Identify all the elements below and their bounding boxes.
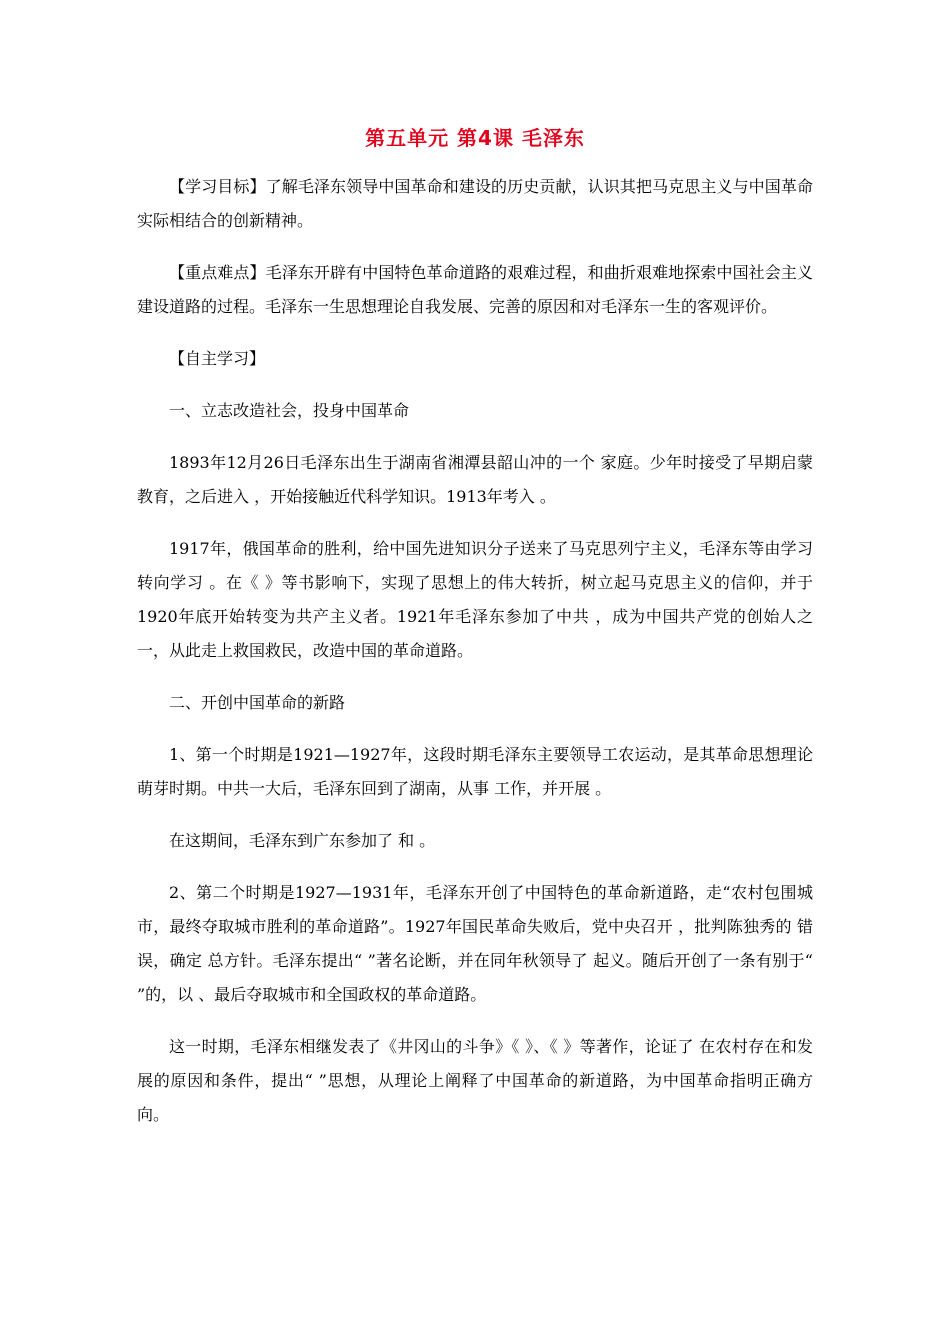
paragraph-period-1: 1、第一个时期是1921—1927年，这段时期毛泽东主要领导工农运动，是其革命思想理论萌芽时期。中共一大后，毛泽东回到了湖南，从事 工作，并开展 。 (137, 745, 813, 798)
paragraph-1917: 1917年，俄国革命的胜利，给中国先进知识分子送来了马克思列宁主义，毛泽东等由学习 转向学习 。在《 》等书影响下，实现了思想上的伟大转折，树立起马克思主义的信仰，并于1920年底开始转变为共产主义者。1921年毛泽东参加了中共 ，成为中国共产党的创始人之一，从此走上救国救民，改造中国的革命道路。 (137, 539, 813, 660)
paragraph-period-2: 2、第二个时期是1927—1931年，毛泽东开创了中国特色的革命新道路，走“农村包围城市，最终夺取城市胜利的革命道路”。1927年国民革命失败后，党中央召开 ，批判陈独秀的 错误，确定 总方针。毛泽东提出“ ”著名论断，并在同年秋领导了 起义。随后开创了一条有别于“ ”的，以 、最后夺取城市和全国政权的革命道路。 (137, 883, 813, 1004)
section-heading-1: 一、立志改造社会，投身中国革命 (169, 401, 410, 420)
document-title: 第五单元 第4课 毛泽东 (365, 126, 585, 150)
paragraph-birth: 1893年12月26日毛泽东出生于湖南省湘潭县韶山冲的一个 家庭。少年时接受了早期启蒙教育，之后进入 ，开始接触近代科学知识。1913年考入 。 (137, 453, 813, 506)
self-study-heading: 【自主学习】 (169, 349, 266, 368)
paragraph-writings: 这一时期，毛泽东相继发表了《井冈山的斗争》《 》、《 》等著作，论证了 在农村存在和发展的原因和条件，提出“ ”思想，从理论上阐释了中国革命的新道路，为中国革命指明正确方向。 (137, 1037, 813, 1124)
section-heading-2: 二、开创中国革命的新路 (169, 693, 346, 712)
learning-objective-paragraph: 【学习目标】了解毛泽东领导中国革命和建设的历史贡献，认识其把马克思主义与中国革命实际相结合的创新精神。 (137, 177, 813, 230)
key-difficulty-paragraph: 【重点难点】毛泽东开辟有中国特色革命道路的艰难过程，和曲折艰难地探索中国社会主义建设道路的过程。毛泽东一生思想理论自我发展、完善的原因和对毛泽东一生的客观评价。 (137, 263, 813, 316)
document-body (137, 170, 813, 1150)
paragraph-guangdong: 在这期间，毛泽东到广东参加了 和 。 (169, 831, 436, 850)
